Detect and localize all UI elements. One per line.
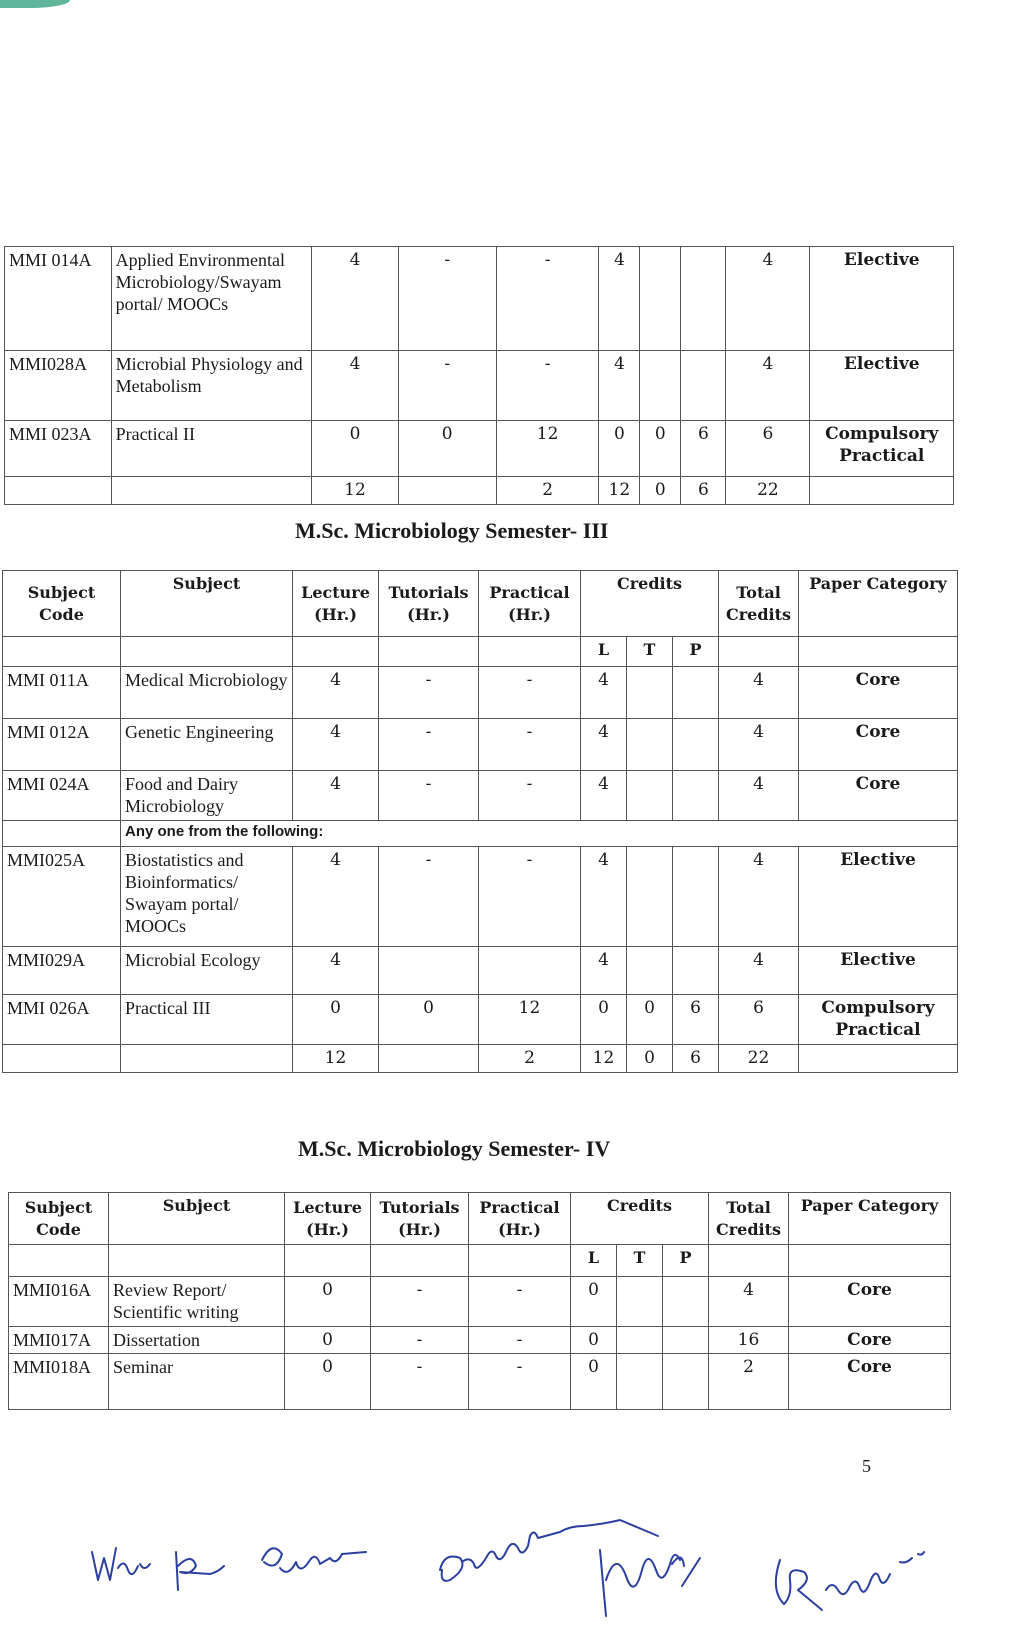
header-subject: Subject <box>121 571 293 637</box>
subject-name: Medical Microbiology <box>121 667 293 719</box>
practical-hours: - <box>469 1327 571 1354</box>
credit-l: 4 <box>581 947 627 995</box>
paper-category: Core <box>799 771 958 821</box>
subject-code: MMI 026A <box>3 995 121 1045</box>
tutorial-hours <box>379 947 479 995</box>
total-credits: 4 <box>719 947 799 995</box>
signature-5 <box>600 1550 700 1616</box>
header-credits: Credits <box>571 1193 709 1245</box>
subject-code: MMI018A <box>9 1354 109 1410</box>
credit-l: 0 <box>581 995 627 1045</box>
practical-hours: - <box>496 351 598 421</box>
credit-l: 4 <box>599 247 640 351</box>
credit-p: 6 <box>673 995 719 1045</box>
table-row <box>5 421 954 477</box>
total-credits: 4 <box>726 247 810 351</box>
lecture-hours: 4 <box>293 947 379 995</box>
total-credits: 16 <box>709 1327 789 1354</box>
header-p: P <box>663 1245 709 1277</box>
table-row <box>9 1277 951 1327</box>
header-paper-category: Paper Category <box>799 571 958 637</box>
total-credits: 4 <box>719 847 799 947</box>
total-credits: 4 <box>719 771 799 821</box>
total-credits: 2 <box>709 1354 789 1410</box>
total-t: 0 <box>640 477 681 505</box>
table-row <box>3 719 958 771</box>
practical-hours: 12 <box>479 995 581 1045</box>
header-row <box>3 571 958 637</box>
total-p: 6 <box>681 477 726 505</box>
table-row <box>5 247 954 351</box>
signature-2 <box>176 1552 224 1590</box>
header-p: P <box>673 637 719 667</box>
table-row <box>3 847 958 947</box>
total-p: 6 <box>673 1045 719 1073</box>
credit-t: 0 <box>640 421 681 477</box>
signature-3 <box>262 1548 366 1572</box>
practical-hours: - <box>496 247 598 351</box>
table-row <box>9 1354 951 1410</box>
subject-name: Review Report/ Scientific writing <box>109 1277 285 1327</box>
signature-1 <box>92 1548 150 1580</box>
lecture-hours: 4 <box>293 771 379 821</box>
signatures-image <box>0 1440 1030 1620</box>
paper-category: Elective <box>799 847 958 947</box>
totals-row <box>5 477 954 505</box>
subject-code: MMI028A <box>5 351 112 421</box>
credit-p <box>681 247 726 351</box>
table-row <box>9 1327 951 1354</box>
subject-code: MMI 023A <box>5 421 112 477</box>
credit-p <box>673 719 719 771</box>
subject-code: MMI 012A <box>3 719 121 771</box>
subject-name: Applied Environmental Microbiology/Swayam portal/ MOOCs <box>111 247 312 351</box>
subject-name: Seminar <box>109 1354 285 1410</box>
credit-p <box>673 947 719 995</box>
subject-name: Microbial Physiology and Metabolism <box>111 351 312 421</box>
subject-name: Microbial Ecology <box>121 947 293 995</box>
practical-hours: - <box>469 1277 571 1327</box>
credit-t <box>617 1327 663 1354</box>
header-practical: Practical (Hr.) <box>469 1193 571 1245</box>
credit-p <box>673 771 719 821</box>
credit-l: 4 <box>581 847 627 947</box>
credit-p: 6 <box>681 421 726 477</box>
subject-name: Dissertation <box>109 1327 285 1354</box>
credit-t <box>627 847 673 947</box>
header-total-credits: Total Credits <box>719 571 799 637</box>
signature-4 <box>440 1520 658 1581</box>
subject-code: MMI 024A <box>3 771 121 821</box>
lecture-hours: 0 <box>285 1327 371 1354</box>
table-row <box>3 995 958 1045</box>
header-lecture: Lecture (Hr.) <box>293 571 379 637</box>
credit-t <box>617 1354 663 1410</box>
paper-category: Compulsory Practical <box>810 421 954 477</box>
subject-code: MMI025A <box>3 847 121 947</box>
header-t: T <box>627 637 673 667</box>
header-credits: Credits <box>581 571 719 637</box>
tutorial-hours: 0 <box>379 995 479 1045</box>
lecture-hours: 0 <box>293 995 379 1045</box>
tutorial-hours: - <box>371 1354 469 1410</box>
credit-l: 4 <box>581 771 627 821</box>
subject-name: Biostatistics and Bioinformatics/ Swayam portal/ MOOCs <box>121 847 293 947</box>
subject-name: Practical III <box>121 995 293 1045</box>
total-credits: 4 <box>726 351 810 421</box>
credit-l: 0 <box>571 1354 617 1410</box>
semester-3-title: M.Sc. Microbiology Semester- III <box>295 518 609 543</box>
credit-p <box>673 847 719 947</box>
total-practical: 2 <box>496 477 598 505</box>
lecture-hours: 4 <box>293 667 379 719</box>
elective-note: Any one from the following: <box>121 821 958 847</box>
lecture-hours: 0 <box>285 1277 371 1327</box>
semester-2-continuation-table <box>4 246 954 505</box>
practical-hours: 12 <box>496 421 598 477</box>
header-tutorials: Tutorials (Hr.) <box>371 1193 469 1245</box>
tutorial-hours: 0 <box>398 421 496 477</box>
total-l: 12 <box>599 477 640 505</box>
total-credits: 4 <box>709 1277 789 1327</box>
subject-code: MMI 014A <box>5 247 112 351</box>
note-row <box>3 821 958 847</box>
semester-4-table <box>8 1192 951 1410</box>
total-credits: 4 <box>719 667 799 719</box>
lecture-hours: 0 <box>312 421 398 477</box>
tutorial-hours: - <box>371 1277 469 1327</box>
credit-l: 0 <box>571 1277 617 1327</box>
paper-category: Core <box>789 1354 951 1410</box>
paper-category: Core <box>799 719 958 771</box>
paper-category: Compulsory Practical <box>799 995 958 1045</box>
grand-total: 22 <box>726 477 810 505</box>
credit-p <box>681 351 726 421</box>
paper-category: Elective <box>799 947 958 995</box>
header-l: L <box>571 1245 617 1277</box>
header-subject-code: Subject Code <box>3 571 121 637</box>
header-practical: Practical (Hr.) <box>479 571 581 637</box>
tutorial-hours: - <box>379 667 479 719</box>
credit-t <box>627 719 673 771</box>
total-lecture: 12 <box>293 1045 379 1073</box>
subheader-row <box>3 637 958 667</box>
grand-total: 22 <box>719 1045 799 1073</box>
tutorial-hours: - <box>379 719 479 771</box>
tutorial-hours: - <box>379 847 479 947</box>
totals-row <box>3 1045 958 1073</box>
credit-t <box>627 947 673 995</box>
credit-t <box>627 771 673 821</box>
table-row <box>3 667 958 719</box>
total-credits: 4 <box>719 719 799 771</box>
practical-hours: - <box>479 667 581 719</box>
credit-p <box>673 667 719 719</box>
credit-l: 4 <box>581 667 627 719</box>
lecture-hours: 0 <box>285 1354 371 1410</box>
credit-t <box>617 1277 663 1327</box>
paper-category: Core <box>789 1327 951 1354</box>
practical-hours: - <box>479 771 581 821</box>
lecture-hours: 4 <box>293 847 379 947</box>
total-practical: 2 <box>479 1045 581 1073</box>
header-lecture: Lecture (Hr.) <box>285 1193 371 1245</box>
header-subject: Subject <box>109 1193 285 1245</box>
paper-category: Core <box>799 667 958 719</box>
credit-l: 0 <box>571 1327 617 1354</box>
subject-code: MMI 011A <box>3 667 121 719</box>
paper-category: Core <box>789 1277 951 1327</box>
header-t: T <box>617 1245 663 1277</box>
header-tutorials: Tutorials (Hr.) <box>379 571 479 637</box>
tutorial-hours: - <box>398 247 496 351</box>
lecture-hours: 4 <box>293 719 379 771</box>
subject-code: MMI029A <box>3 947 121 995</box>
lecture-hours: 4 <box>312 247 398 351</box>
subject-name: Food and Dairy Microbiology <box>121 771 293 821</box>
total-credits: 6 <box>726 421 810 477</box>
header-subject-code: Subject Code <box>9 1193 109 1245</box>
header-row <box>9 1193 951 1245</box>
header-l: L <box>581 637 627 667</box>
total-credits: 6 <box>719 995 799 1045</box>
practical-hours: - <box>479 847 581 947</box>
total-lecture: 12 <box>312 477 398 505</box>
signature-6 <box>776 1552 924 1610</box>
credit-t <box>627 667 673 719</box>
semester-4-title: M.Sc. Microbiology Semester- IV <box>298 1136 611 1161</box>
subheader-row <box>9 1245 951 1277</box>
paper-category: Elective <box>810 351 954 421</box>
lecture-hours: 4 <box>312 351 398 421</box>
tutorial-hours: - <box>379 771 479 821</box>
page-number: 5 <box>862 1456 871 1476</box>
credit-p <box>663 1327 709 1354</box>
paper-category: Elective <box>810 247 954 351</box>
credit-t: 0 <box>627 995 673 1045</box>
header-total-credits: Total Credits <box>709 1193 789 1245</box>
credit-t <box>640 247 681 351</box>
total-t: 0 <box>627 1045 673 1073</box>
practical-hours: - <box>479 719 581 771</box>
corner-mark <box>0 0 70 8</box>
credit-l: 4 <box>599 351 640 421</box>
header-paper-category: Paper Category <box>789 1193 951 1245</box>
credit-t <box>640 351 681 421</box>
table-row <box>5 351 954 421</box>
credit-l: 4 <box>581 719 627 771</box>
table-row <box>3 771 958 821</box>
practical-hours: - <box>469 1354 571 1410</box>
tutorial-hours: - <box>398 351 496 421</box>
total-l: 12 <box>581 1045 627 1073</box>
tutorial-hours: - <box>371 1327 469 1354</box>
subject-code: MMI016A <box>9 1277 109 1327</box>
credit-p <box>663 1277 709 1327</box>
credit-p <box>663 1354 709 1410</box>
practical-hours <box>479 947 581 995</box>
table-row <box>3 947 958 995</box>
semester-3-table <box>2 570 958 1073</box>
subject-name: Practical II <box>111 421 312 477</box>
credit-l: 0 <box>599 421 640 477</box>
subject-code: MMI017A <box>9 1327 109 1354</box>
subject-name: Genetic Engineering <box>121 719 293 771</box>
